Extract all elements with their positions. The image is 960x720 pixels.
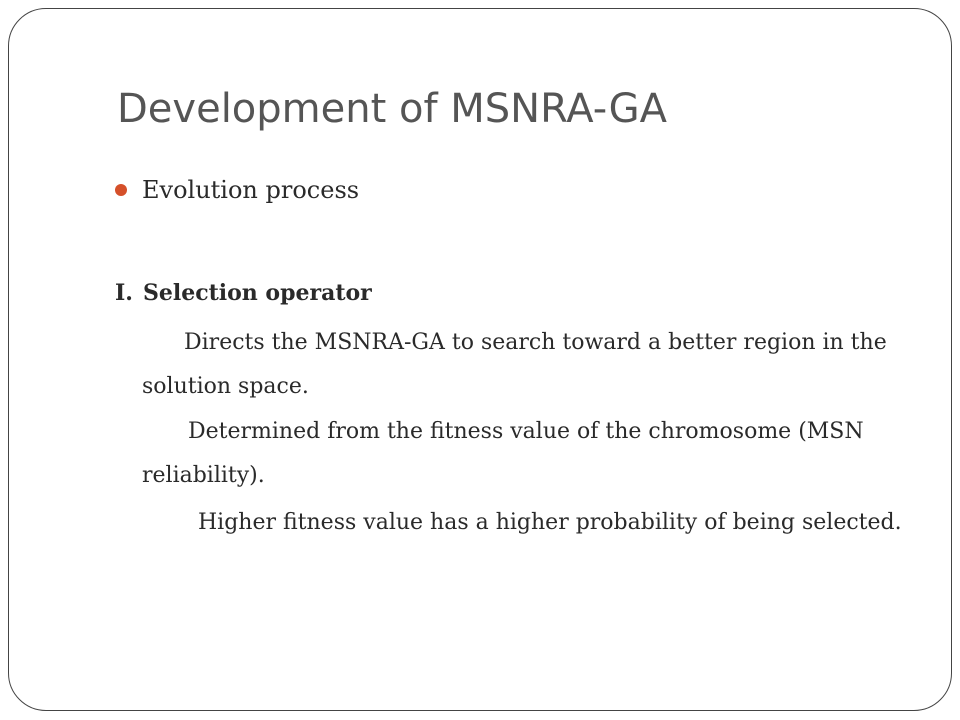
bullet-item <box>115 170 359 210</box>
paragraph-1: Directs the MSNRA-GA to search toward a better region in the solution space. <box>142 330 887 399</box>
section-heading <box>115 271 372 315</box>
paragraph-3: Higher fitness value has a higher probability of being selected. <box>198 510 902 535</box>
paragraph-2: Determined from the fitness value of the chromosome (MSN reliability). <box>142 419 864 488</box>
bullet-text: Evolution process <box>142 176 360 204</box>
bullet-dot-icon <box>115 184 127 196</box>
slide-title: Development of MSNRA-GA <box>117 86 667 132</box>
section-number: I. <box>115 280 133 306</box>
slide-frame <box>8 8 952 711</box>
section-heading-text: Selection operator <box>142 280 372 306</box>
